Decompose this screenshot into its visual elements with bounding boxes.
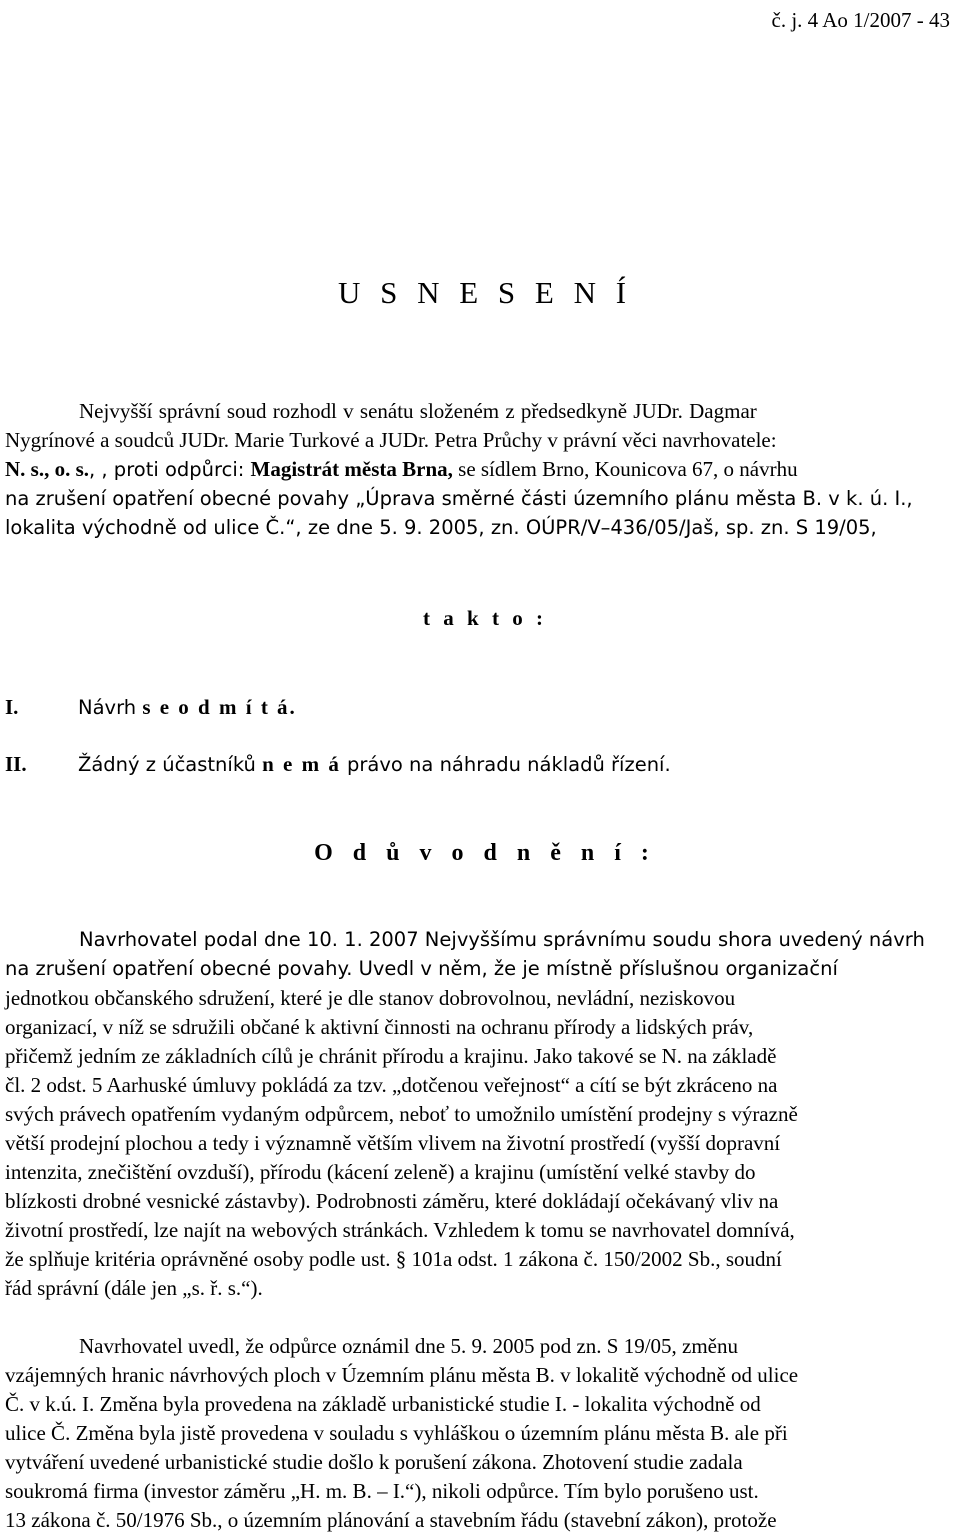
- reasoning-heading: O d ů v o d n ě n í :: [314, 840, 656, 866]
- verdict-i-number: I.: [5, 695, 19, 719]
- verdict-ii-text-b: n e m á: [262, 752, 341, 776]
- para1-line: blízkosti drobné vesnické zástavby). Podrobnosti záměru, které dokládají očekávaný vliv na: [5, 1189, 779, 1213]
- para2-line: vzájemných hranic návrhových ploch v Územním plánu města B. v lokalitě východně od ulice: [5, 1363, 799, 1387]
- para1-line: že splňuje kritéria oprávněné osoby podle ust. § 101a odst. 1 zákona č. 150/2002 Sb., soudní: [5, 1247, 782, 1271]
- takto-heading: t a k t o :: [423, 606, 547, 630]
- verdict-ii-text-a: Žádný z účastníků: [78, 753, 263, 776]
- intro-line-4: na zrušení opatření obecné povahy „Úprava směrné části územního plánu města B. v k. ú. I.,: [5, 487, 913, 510]
- para1-line: Navrhovatel podal dne 10. 1. 2007 Nejvyššímu správnímu soudu shora uvedený návrh: [79, 928, 925, 951]
- para2-line: soukromá firma (investor záměru „H. m. B. – I.“), nikoli odpůrce. Tím bylo porušeno ust.: [5, 1479, 759, 1503]
- para1-line: svých právech opatřením vydaným odpůrcem, neboť to umožnilo umístění prodejny s výrazně: [5, 1102, 798, 1126]
- petitioner-name: N. s., o. s.: [5, 457, 90, 481]
- para2-line: 13 zákona č. 50/1976 Sb., o územním plánování a stavebním řádu (stavební zákon), protože: [5, 1508, 777, 1532]
- document-title: U S N E S E N Í: [337, 275, 633, 310]
- intro-line-2: Nygrínové a soudců JUDr. Marie Turkové a JUDr. Petra Průchy v právní věci navrhovatele:: [5, 428, 777, 452]
- para2-line: vytváření uvedené urbanistické studie došlo k porušení zákona. Zhotovení studie zadala: [5, 1450, 743, 1474]
- respondent-name: Magistrát města Brna,: [250, 457, 453, 481]
- verdict-i-text-b: s e o d m í t á.: [142, 695, 297, 719]
- verdict-i-text: [78, 695, 297, 720]
- para1-line: čl. 2 odst. 5 Aarhuské úmluvy pokládá za tzv. „dotčenou veřejnost“ a cítí se být zkráceno na: [5, 1073, 778, 1097]
- intro-line-1: Nejvyšší správní soud rozhodl v senátu složeném z předsedkyně JUDr. Dagmar: [79, 399, 757, 423]
- para1-line: na zrušení opatření obecné povahy. Uvedl v něm, že je místně příslušnou organizační: [5, 957, 838, 980]
- para1-line: řád správní (dále jen „s. ř. s.“).: [5, 1276, 263, 1300]
- verdict-ii-text: [78, 752, 671, 777]
- para1-line: větší prodejní plochou a tedy i významně větším vlivem na životní prostředí (vyšší dopravní: [5, 1131, 781, 1155]
- para2-line: Č. v k.ú. I. Změna byla provedena na základě urbanistické studie I. - lokalita východně od: [5, 1392, 761, 1416]
- para1-line: přičemž jedním ze základních cílů je chránit přírodu a krajinu. Jako takové se N. na základě: [5, 1044, 777, 1068]
- intro-line-3-tail: se sídlem Brno, Kounicova 67, o návrhu: [452, 457, 798, 481]
- verdict-ii-number: II.: [5, 752, 27, 776]
- intro-line-3: [5, 459, 798, 480]
- verdict-i-text-a: Návrh: [78, 696, 143, 719]
- para1-line: životní prostředí, lze najít na webových stránkách. Vzhledem k tomu se navrhovatel domnívá,: [5, 1218, 795, 1242]
- para1-line: jednotkou občanského sdružení, které je dle stanov dobrovolnou, nevládní, neziskovou: [5, 986, 736, 1010]
- intro-line-3-part: , , proti odpůrci:: [89, 458, 251, 481]
- para2-line: Navrhovatel uvedl, že odpůrce oznámil dne 5. 9. 2005 pod zn. S 19/05, změnu: [79, 1334, 738, 1358]
- para2-line: ulice Č. Změna byla jistě provedena v souladu s vyhláškou o územním plánu města B. ale při: [5, 1421, 788, 1445]
- para1-line: organizací, v níž se sdružili občané k aktivní činnosti na ochranu přírody a lidských práv,: [5, 1015, 754, 1039]
- intro-line-5: lokalita východně od ulice Č.“, ze dne 5. 9. 2005, zn. OÚPR/V–436/05/Jaš, sp. zn. S 19/05,: [5, 516, 877, 539]
- para1-line: intenzita, znečištění ovzduší), přírodu (kácení zeleně) a krajinu (umístění velké stavby do: [5, 1160, 756, 1184]
- verdict-ii-text-c: právo na náhradu nákladů řízení.: [340, 753, 671, 776]
- case-reference: č. j. 4 Ao 1/2007 - 43: [771, 8, 950, 32]
